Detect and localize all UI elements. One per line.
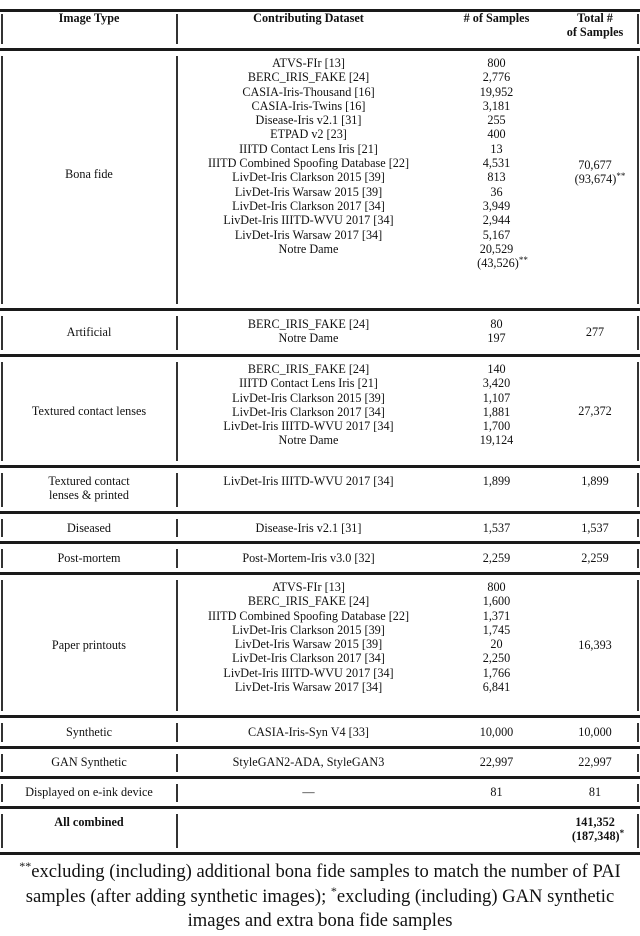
table-footnote	[0, 860, 640, 934]
samples-value: 1,766	[482, 665, 511, 680]
samples-value: 81	[490, 785, 503, 799]
samples-value: 1,600	[482, 594, 511, 609]
samples-value: 197	[487, 331, 506, 346]
dataset-item: StyleGAN2-ADA, StyleGAN3	[232, 755, 385, 769]
row-rule	[0, 541, 640, 544]
dataset-item: Notre Dame	[278, 331, 339, 346]
row-rule	[0, 308, 640, 311]
combined-total-extra: (187,348)*	[571, 828, 625, 844]
dataset-item: BERC_IRIS_FAKE [24]	[247, 70, 370, 85]
header-num-samples: # of Samples	[463, 11, 530, 25]
row-rule	[0, 776, 640, 779]
samples-list	[440, 317, 553, 346]
dataset-item: Disease-Iris v2.1 [31]	[255, 521, 362, 535]
row-rule	[0, 465, 640, 468]
footnote-text-1: excluding (including) additional bona fide samples to match the number of PAI samples (after adding synthetic images);	[25, 861, 621, 907]
image-type-cell: Displayed on e-ink device	[25, 785, 153, 799]
image-type-cell: GAN Synthetic	[51, 755, 127, 769]
samples-value: 13	[490, 141, 503, 156]
image-type-cell: Textured contact lenses & printed	[48, 474, 130, 503]
dataset-list	[177, 362, 440, 448]
dataset-item: LivDet-Iris Clarkson 2015 [39]	[232, 390, 385, 405]
header-image-type: Image Type	[58, 11, 120, 25]
combined-label: All combined	[54, 815, 124, 829]
dataset-item: LivDet-Iris Warsaw 2017 [34]	[234, 680, 383, 695]
samples-value: 800	[487, 580, 506, 594]
dataset-item: LivDet-Iris IIITD-WVU 2017 [34]	[223, 213, 394, 228]
samples-value: 22,997	[479, 755, 514, 769]
samples-value: 140	[487, 362, 506, 376]
row-rule	[0, 715, 640, 718]
samples-value: 4,531	[482, 156, 511, 171]
row-rule	[0, 746, 640, 749]
dataset-item: Disease-Iris v2.1 [31]	[255, 113, 362, 128]
dataset-item: IIITD Contact Lens Iris [21]	[239, 141, 378, 156]
dataset-item: LivDet-Iris Clarkson 2017 [34]	[232, 651, 385, 666]
total-value: 16,393	[578, 638, 612, 652]
samples-value: 1,700	[482, 419, 511, 434]
double-asterisk-mark: **	[616, 171, 626, 182]
image-type-cell: Textured contact lenses	[31, 404, 147, 418]
samples-value: 255	[487, 113, 506, 128]
dataset-item: LivDet-Iris Warsaw 2015 [39]	[234, 184, 383, 199]
samples-value: 2,776	[482, 70, 511, 85]
dataset-list	[177, 317, 440, 346]
double-asterisk-mark: **	[518, 255, 528, 266]
samples-value: 2,250	[482, 651, 511, 666]
dataset-list	[177, 580, 440, 694]
dataset-item: IIITD Combined Spoofing Database [22]	[207, 156, 410, 171]
header-rule	[0, 48, 640, 51]
samples-list	[440, 580, 553, 694]
samples-value: 5,167	[482, 227, 511, 242]
total-value: 1,899	[581, 474, 609, 488]
samples-value: 1,899	[482, 474, 511, 488]
samples-value: 2,944	[482, 213, 511, 228]
samples-value: 3,949	[482, 198, 511, 213]
dataset-item: CASIA-Iris-Syn V4 [33]	[248, 725, 369, 739]
samples-value: 6,841	[482, 680, 511, 695]
dataset-item: CASIA-Iris-Thousand [16]	[242, 84, 375, 99]
dataset-item: —	[302, 785, 315, 799]
row-rule	[0, 511, 640, 514]
samples-value: 20,529	[479, 241, 514, 256]
header-contributing-dataset: Contributing Dataset	[253, 11, 364, 25]
samples-list	[440, 362, 553, 448]
image-type-cell: Diseased	[67, 521, 111, 535]
total-extra-value: (93,674)**	[574, 171, 626, 187]
dataset-item: Notre Dame	[278, 241, 339, 256]
samples-value: 400	[487, 127, 506, 142]
double-asterisk-mark: **	[19, 859, 32, 873]
dataset-item: LivDet-Iris IIITD-WVU 2017 [34]	[223, 419, 394, 434]
dataset-item: LivDet-Iris Clarkson 2017 [34]	[232, 404, 385, 419]
dataset-item: Notre Dame	[278, 433, 339, 448]
total-value: 81	[588, 785, 602, 799]
total-cell	[553, 158, 637, 187]
row-rule	[0, 572, 640, 575]
dataset-item: ATVS-FIr [13]	[272, 580, 345, 594]
total-value: 1,537	[581, 521, 609, 535]
dataset-item: LivDet-Iris IIITD-WVU 2017 [34]	[223, 665, 394, 680]
samples-value: 10,000	[479, 725, 514, 739]
dataset-list	[177, 56, 440, 256]
dataset-item: ETPAD v2 [23]	[270, 127, 347, 142]
samples-value: 813	[487, 170, 506, 185]
total-value: 10,000	[578, 725, 612, 739]
dataset-item: LivDet-Iris IIITD-WVU 2017 [34]	[223, 474, 394, 488]
samples-value: 3,181	[482, 98, 511, 113]
samples-value: 1,107	[482, 390, 511, 405]
dataset-item: IIITD Combined Spoofing Database [22]	[207, 608, 410, 623]
dataset-item: ATVS-FIr [13]	[272, 56, 345, 70]
samples-value: 2,259	[482, 551, 511, 565]
samples-value: 3,420	[482, 376, 511, 391]
dataset-item: BERC_IRIS_FAKE [24]	[247, 317, 370, 331]
image-type-cell: Paper printouts	[51, 638, 127, 652]
samples-value: 80	[490, 317, 503, 331]
samples-value: 1,537	[482, 521, 511, 535]
image-type-cell: Synthetic	[65, 725, 113, 739]
row-rule	[0, 354, 640, 357]
dataset-item: LivDet-Iris Warsaw 2017 [34]	[234, 227, 383, 242]
dataset-item: IIITD Contact Lens Iris [21]	[239, 376, 378, 391]
total-value: 2,259	[581, 551, 609, 565]
samples-value: 800	[487, 56, 506, 70]
image-type-cell: Post-mortem	[57, 551, 121, 565]
dataset-item: LivDet-Iris Clarkson 2017 [34]	[232, 198, 385, 213]
total-value: 27,372	[578, 404, 612, 418]
dataset-item: BERC_IRIS_FAKE [24]	[247, 594, 370, 609]
header-total-line2: of Samples	[566, 25, 624, 40]
asterisk-mark: *	[330, 883, 337, 898]
combined-total-value: 141,352	[575, 815, 615, 829]
combined-total-cell	[553, 815, 637, 844]
row-rule	[0, 806, 640, 809]
samples-value: 19,124	[479, 433, 514, 448]
bottom-rule	[0, 852, 640, 855]
dataset-item: LivDet-Iris Clarkson 2015 [39]	[232, 622, 385, 637]
samples-value: 1,745	[482, 622, 511, 637]
samples-value: 19,952	[479, 84, 514, 99]
image-type-cell: Bona fide	[65, 167, 113, 181]
footnote-text-2: excluding (including) GAN synthetic images and extra bona fide samples	[187, 885, 615, 931]
image-type-cell: Artificial	[66, 325, 112, 339]
samples-list	[440, 56, 553, 270]
dataset-item: Post-Mortem-Iris v3.0 [32]	[242, 551, 375, 565]
total-value: 22,997	[578, 755, 612, 769]
samples-value: 36	[490, 184, 503, 199]
asterisk-mark: *	[619, 828, 625, 839]
header-total-line1: Total #	[577, 11, 613, 25]
samples-value: 1,371	[482, 608, 511, 623]
total-value: 277	[585, 325, 605, 339]
dataset-item: CASIA-Iris-Twins [16]	[251, 98, 366, 113]
total-value: 70,677	[578, 158, 612, 172]
samples-extra-value: (43,526)**	[477, 255, 528, 271]
dataset-item: LivDet-Iris Warsaw 2015 [39]	[234, 637, 383, 652]
header-total-samples	[553, 11, 637, 40]
dataset-item: LivDet-Iris Clarkson 2015 [39]	[232, 170, 385, 185]
samples-value: 1,881	[482, 404, 511, 419]
samples-value: 20	[490, 637, 503, 652]
dataset-item: BERC_IRIS_FAKE [24]	[247, 362, 370, 376]
